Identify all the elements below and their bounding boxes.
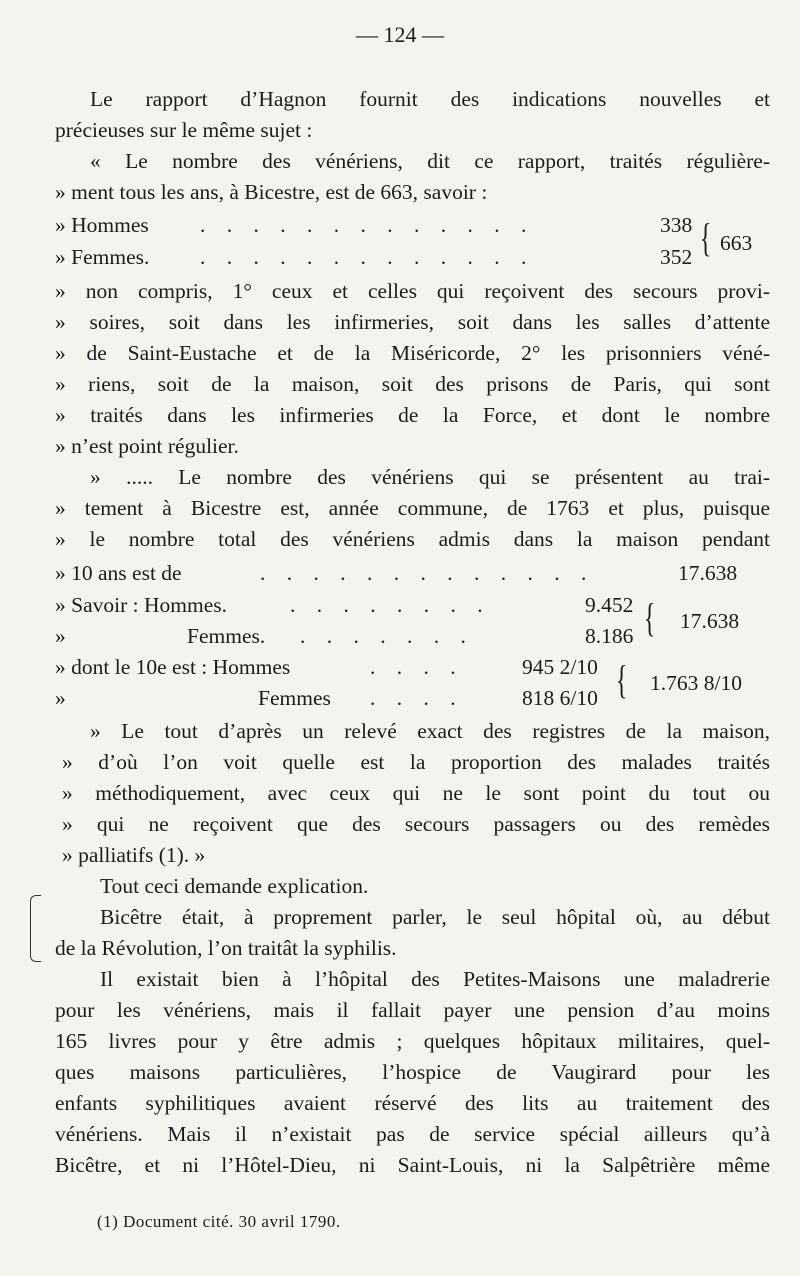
table-row-value: 818 6/10 (522, 686, 598, 710)
table-total: 1.763 8/10 (650, 671, 742, 695)
text-line: » le nombre total des vénériens admis dans la maison pendant (55, 527, 770, 551)
text-line: » ment tous les ans, à Bicestre, est de 663, savoir : (55, 180, 488, 204)
table-row-value: 338 (660, 213, 693, 237)
leader-dots: . . . . (370, 655, 464, 679)
table-row-label: » dont le 10e est : Hommes (55, 655, 291, 679)
table-row-value: 945 2/10 (522, 655, 598, 679)
leader-dots: . . . . . . . (300, 624, 474, 648)
text-line: de la Révolution, l’on traitât la syphilis. (55, 936, 397, 960)
brace: { (699, 215, 712, 260)
text-line: » de Saint-Eustache et de la Miséricorde, 2° les prisonniers véné- (55, 341, 770, 365)
text-line: » traités dans les infirmeries de la Force, et dont le nombre (55, 403, 770, 427)
text-line: précieuses sur le même sujet : (55, 118, 313, 142)
table-row-value: 352 (660, 245, 693, 269)
footnote: (1) Document cité. 30 avril 1790. (97, 1212, 341, 1231)
table-row-value: 8.186 (585, 624, 634, 648)
table-row-label: Femmes (258, 686, 331, 710)
leader-dots: . . . . . . . . . . . . . (260, 561, 595, 585)
text-line: 165 livres pour y être admis ; quelques hôpitaux militaires, quel- (55, 1029, 770, 1053)
page-number: — 124 — (356, 22, 444, 47)
table-row-label: » 10 ans est de (55, 561, 182, 585)
text-line: Le rapport d’Hagnon fournit des indications nouvelles et (90, 87, 770, 111)
text-line: » riens, soit de la maison, soit des prisons de Paris, qui sont (55, 372, 770, 396)
table-row-label: » (55, 686, 66, 710)
leader-dots: . . . . . . . . . . . . . (200, 245, 535, 269)
table-row-label: » Savoir : Hommes. (55, 593, 227, 617)
text-line: vénériens. Mais il n’existait pas de service spécial ailleurs qu’à (55, 1122, 770, 1146)
text-line: Tout ceci demande explication. (100, 874, 369, 898)
text-line: » méthodiquement, avec ceux qui ne le sont point du tout ou (62, 781, 770, 805)
text-line: » d’où l’on voit quelle est la proportion des malades traités (62, 750, 770, 774)
table-row-value: 17.638 (678, 561, 738, 585)
margin-bracket-mark (30, 895, 41, 962)
text-line: enfants syphilitiques avaient réservé des lits au traitement des (55, 1091, 770, 1115)
text-line: « Le nombre des vénériens, dit ce rapport, traités régulière- (90, 149, 770, 173)
text-line: Il existait bien à l’hôpital des Petites-Maisons une maladrerie (100, 967, 770, 991)
text-line: » palliatifs (1). » (62, 843, 206, 867)
table-row-value: 9.452 (585, 593, 634, 617)
brace: { (615, 657, 628, 702)
leader-dots: . . . . (370, 686, 464, 710)
text-line: » soires, soit dans les infirmeries, soit dans les salles d’attente (55, 310, 770, 334)
text-line: » tement à Bicestre est, année commune, de 1763 et plus, puisque (55, 496, 770, 520)
table-row-label: » Femmes. (55, 245, 150, 269)
text-line: » n’est point régulier. (55, 434, 239, 458)
text-line: Bicêtre était, à proprement parler, le seul hôpital où, au début (100, 905, 770, 929)
table-total: 663 (720, 231, 753, 255)
table-row-label: » (55, 624, 66, 648)
text-line: pour les vénériens, mais il fallait payer une pension d’au moins (55, 998, 770, 1022)
table-row-label: Femmes. (187, 624, 266, 648)
text-line: » qui ne reçoivent que des secours passagers ou des remèdes (62, 812, 770, 836)
text-line: ques maisons particulières, l’hospice de Vaugirard pour les (55, 1060, 770, 1084)
leader-dots: . . . . . . . . (290, 593, 491, 617)
text-line: » Le tout d’après un relevé exact des registres de la maison, (90, 719, 770, 743)
table-row-label: » Hommes (55, 213, 149, 237)
text-line: » ..... Le nombre des vénériens qui se présentent au trai- (90, 465, 770, 489)
brace: { (643, 595, 656, 640)
leader-dots: . . . . . . . . . . . . . (200, 213, 535, 237)
text-line: Bicêtre, et ni l’Hôtel-Dieu, ni Saint-Louis, ni la Salpêtrière même (55, 1153, 770, 1177)
text-line: » non compris, 1° ceux et celles qui reçoivent des secours provi- (55, 279, 770, 303)
table-total: 17.638 (680, 609, 740, 633)
